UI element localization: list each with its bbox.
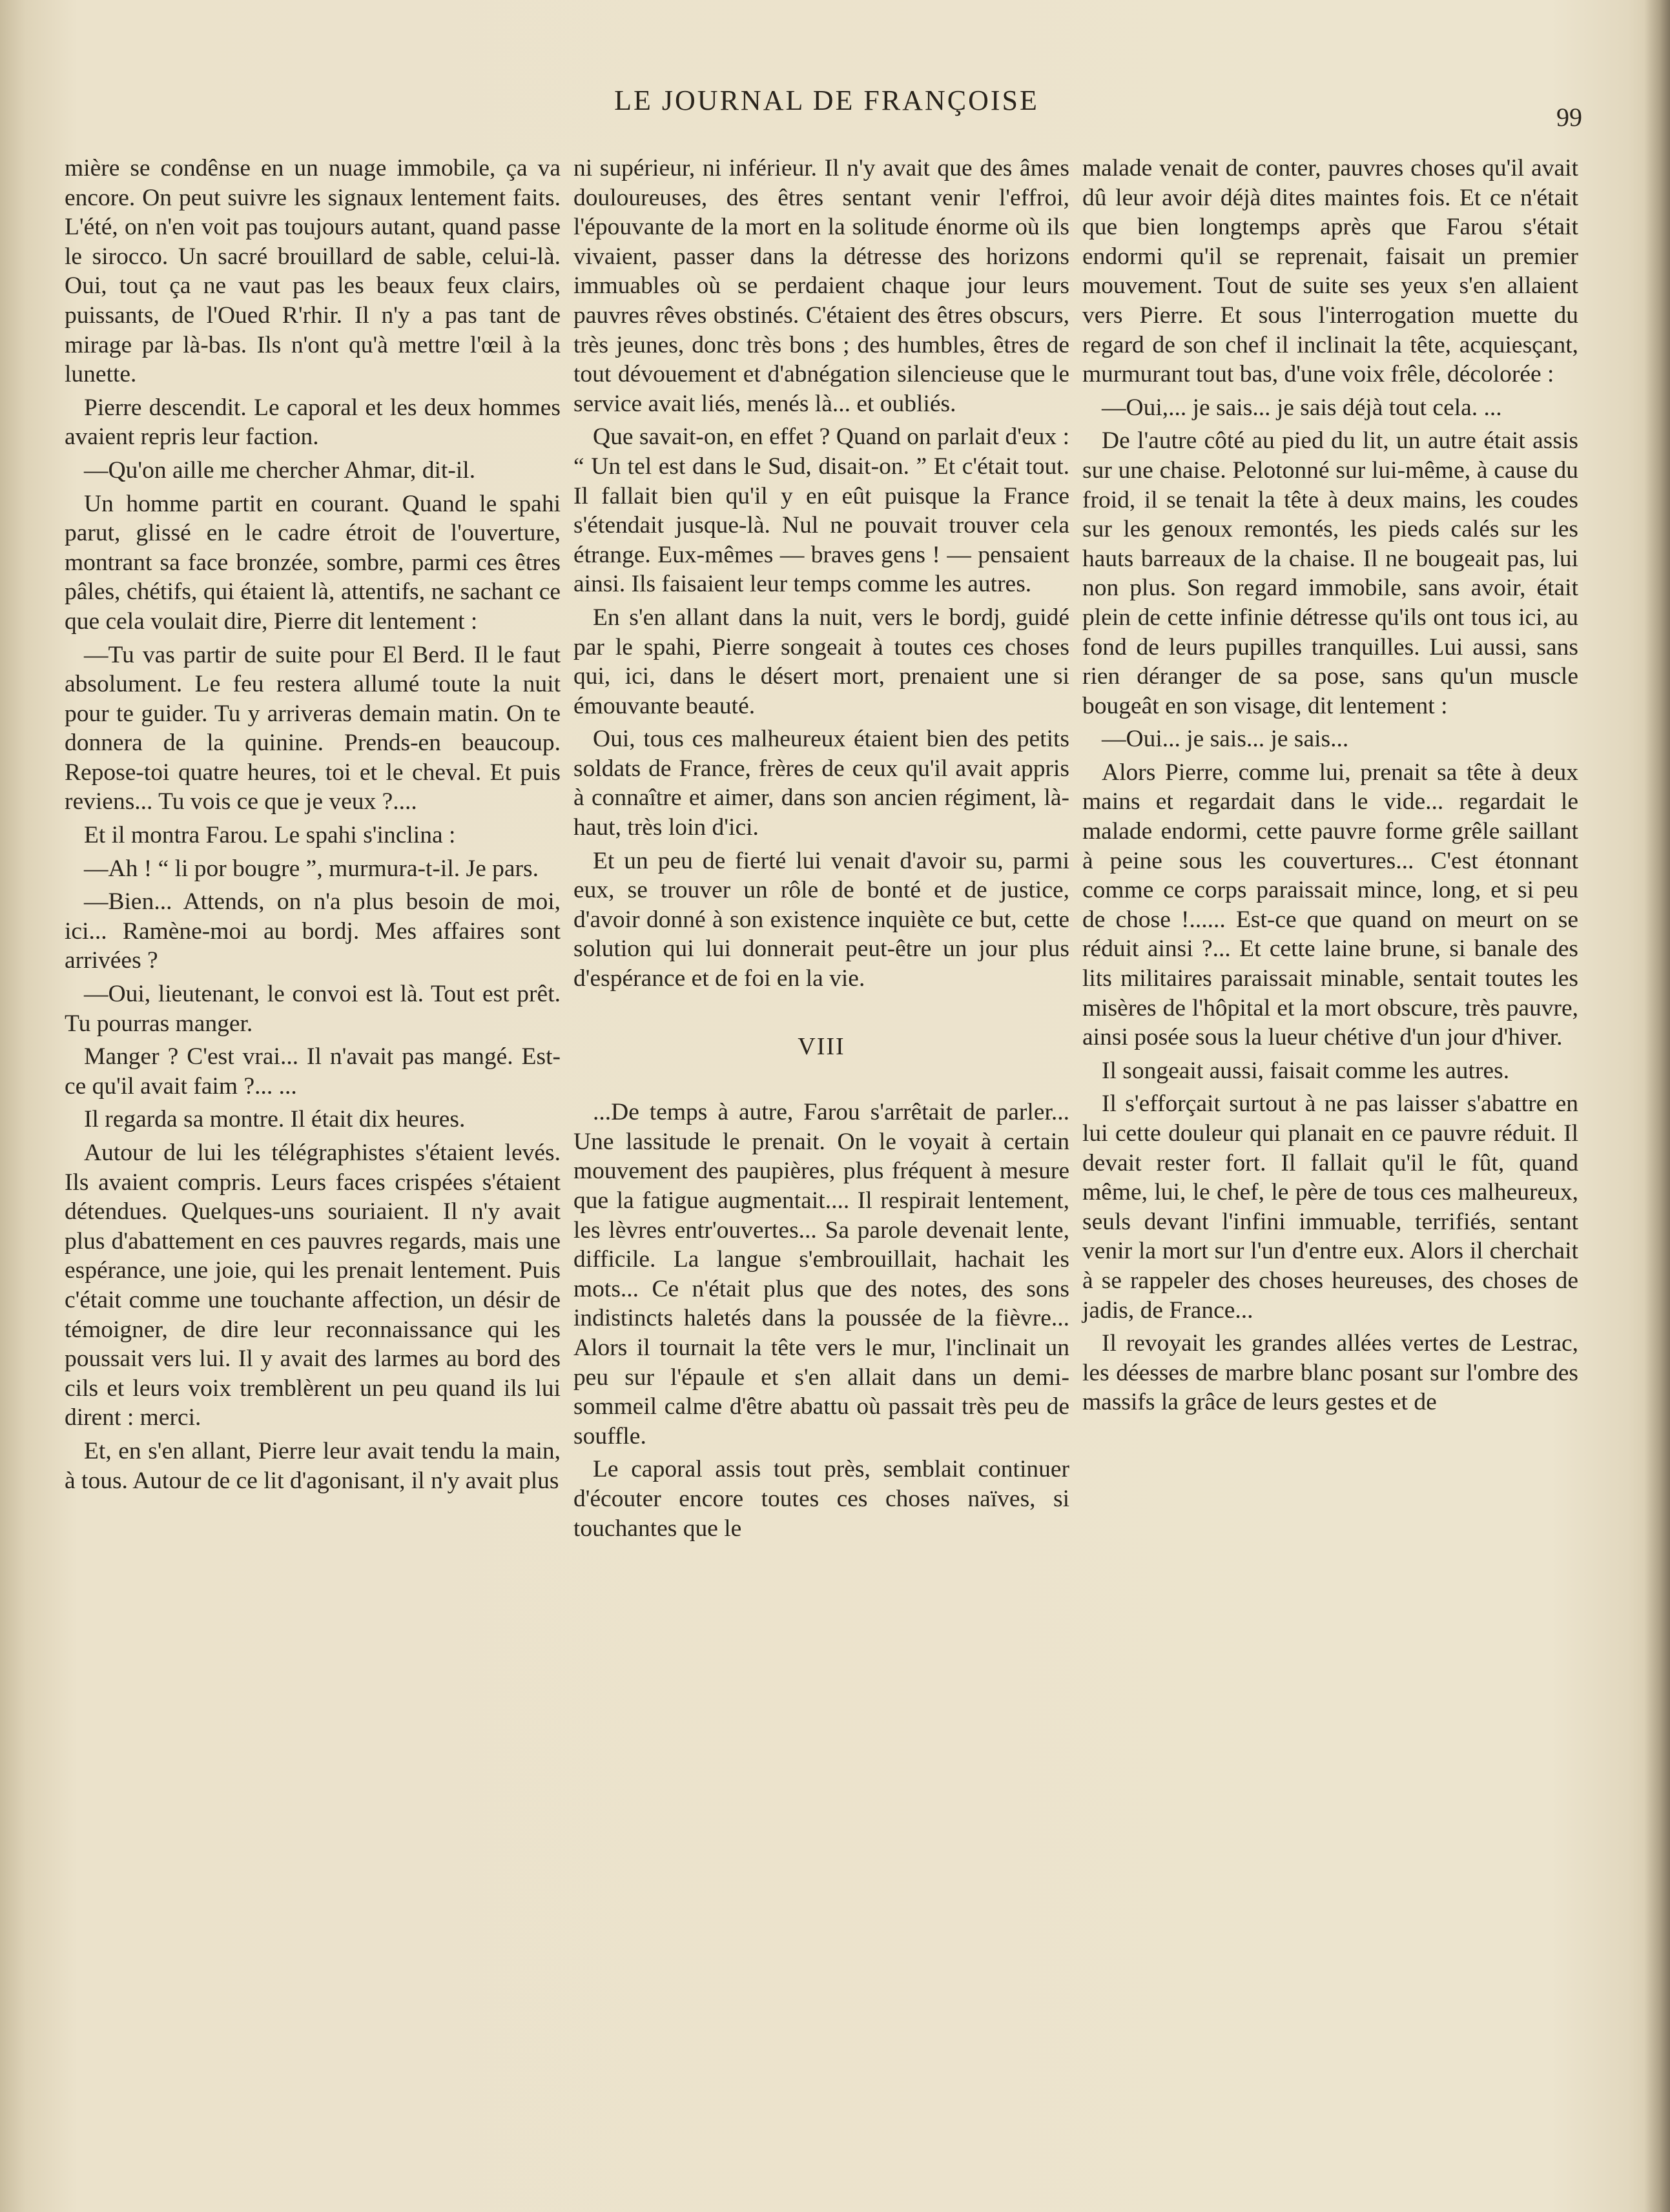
paragraph: —Oui... je sais... je sais...	[1102, 726, 1349, 753]
text-column-1	[65, 154, 561, 1499]
paragraph: ni supérieur, ni inférieur. Il n'y avait que des âmes douloureuses, des êtres sentant venir l'effroi, l'épouvante de la mort en la solitude énorme où ils vivaient, passer dans la détresse des horizons immuables où se perdaient chaque jour leurs pauvres rêves obstinés. C'étaient des êtres obscurs, très jeunes, donc très bons ; des humbles, êtres de tout dévouement et d'abnégation silencieuse que le service avait liés, menés là... et oubliés.	[573, 155, 1069, 417]
paragraph: Il s'efforçait surtout à ne pas laisser s'abattre en lui cette douleur qui planait en ce pauvre réduit. Il devait rester fort. Il fallait qu'il le fût, quand même, lui, le chef, le père de tous ces malheureux, seuls devant l'infini immuable, terrifiés, sentant venir la mort sur l'un d'entre eux. Alors il cherchait à se rappeler des choses heureuses, des choses de jadis, de France...	[1082, 1091, 1578, 1324]
page-number: 99	[1556, 103, 1582, 132]
paragraph: Il revoyait les grandes allées vertes de Lestrac, les déesses de marbre blanc posant sur l'ombre des massifs la grâce de leurs gestes et de	[1082, 1330, 1578, 1416]
paragraph: —Ah ! “ li por bougre ”, murmura-t-il. Je pars.	[84, 855, 539, 882]
text-column-2	[573, 154, 1069, 1547]
paragraph: Et un peu de fierté lui venait d'avoir su, parmi eux, se trouver un rôle de bonté et de justice, d'avoir donné à son existence inquiète ce but, cette solution qui lui donnerait peut-être un jour plus d'espérance et de foi en la vie.	[573, 847, 1069, 992]
paragraph: Un homme partit en courant. Quand le spahi parut, glissé en le cadre étroit de l'ouverture, montrant sa face bronzée, sombre, parmi ces êtres pâles, chétifs, qui étaient là, attentifs, ne sachant ce que cela voulait dire, Pierre dit lentement :	[65, 490, 561, 635]
paragraph: Il songeait aussi, faisait comme les autres.	[1102, 1057, 1510, 1084]
paragraph: Alors Pierre, comme lui, prenait sa tête à deux mains et regardait dans le vide... regardait le malade endormi, cette pauvre forme grêle saillant à peine sous les couvertures... C'est étonnant comme ce corps paraissait mince, long, et si peu de chose !...... Est-ce que quand on meurt on se réduit ainsi ?... Et cette laine brune, si banale des lits militaires paraissait minable, sentait toutes les misères de l'hôpital et la mort obscure, très pauvre, ainsi posée sous la lueur chétive d'un jour d'hiver.	[1082, 759, 1578, 1051]
paragraph: En s'en allant dans la nuit, vers le bordj, guidé par le spahi, Pierre songeait à toutes ces choses qui, ici, dans le désert mort, prenaient une si émouvante beauté.	[573, 604, 1069, 719]
paragraph: —Qu'on aille me chercher Ahmar, dit-il.	[84, 456, 476, 484]
chapter-heading: VIII	[798, 1032, 845, 1060]
paragraph: Oui, tous ces malheureux étaient bien des petits soldats de France, frères de ceux qu'il avait appris à connaître et aimer, dans son ancien régiment, là-haut, très loin d'ici.	[573, 726, 1069, 841]
paragraph: mière se condênse en un nuage immobile, ça va encore. On peut suivre les signaux lentement faits. L'été, on n'en voit pas toujours autant, quand passe le sirocco. Un sacré brouillard de sable, celui-là. Oui, tout ça ne vaut pas les beaux feux clairs, puissants, de l'Oued R'rhir. Il n'y a pas tant de mirage par là-bas. Ils n'ont qu'à mettre l'œil à la lunette.	[65, 155, 561, 388]
paragraph: ...De temps à autre, Farou s'arrêtait de parler... Une lassitude le prenait. On le voyait à certain mouvement des paupières, plus fréquent à mesure que la fatigue augmentait.... Il respirait lentement, les lèvres entr'ouvertes... Sa parole devenait lente, difficile. La langue s'embrouillait, hachait les mots... Ce n'était plus que des notes, des sons indistincts haletés dans la poussée de la fièvre... Alors il tournait la tête vers le mur, l'inclinait un peu sur l'épaule et s'en allait dans un demi-sommeil calme d'être abattu où passait très peu de souffle.	[573, 1099, 1069, 1449]
running-header-title: LE JOURNAL DE FRANÇOISE	[614, 85, 1039, 116]
paragraph: Il regarda sa montre. Il était dix heures.	[84, 1106, 466, 1133]
paragraph: Le caporal assis tout près, semblait continuer d'écouter encore toutes ces choses naïves, si touchantes que le	[573, 1456, 1069, 1542]
text-column-3	[1082, 154, 1578, 1421]
paragraph: —Tu vas partir de suite pour El Berd. Il le faut absolument. Le feu restera allumé toute la nuit pour te guider. Tu y arriveras demain matin. On te donnera de la quinine. Prends-en beaucoup. Repose-toi quatre heures, toi et le cheval. Et puis reviens... Tu vois ce que je veux ?....	[65, 641, 561, 815]
paragraph: Autour de lui les télégraphistes s'étaient levés. Ils avaient compris. Leurs faces crispées s'étaient détendues. Quelques-uns souriaient. Il n'y avait plus d'abattement en ces pauvres regards, mais une espérance, une joie, qui les prenait lentement. Puis c'était comme une touchante affection, un désir de témoigner, de dire leur reconnaissance qui les poussait vers lui. Il y avait des larmes au bord des cils et leurs voix tremblèrent un peu quand ils lui dirent : merci.	[65, 1140, 561, 1431]
paragraph: De l'autre côté au pied du lit, un autre était assis sur une chaise. Pelotonné sur lui-même, à cause du froid, il se tenait la tête à deux mains, les coudes sur les genoux remontés, les pieds calés sur les hauts barreaux de la chaise. Il ne bougeait pas, lui non plus. Son regard immobile, sans avoir, était plein de cette infinie détresse qu'ils ont tous ici, au fond de leurs pupilles tranquilles. Lui aussi, sans rien déranger de sa pose, sans qu'un muscle bougeât en son visage, dit lentement :	[1082, 427, 1578, 719]
paragraph: —Bien... Attends, on n'a plus besoin de moi, ici... Ramène-moi au bordj. Mes affaires sont arrivées ?	[65, 888, 561, 974]
paragraph: Que savait-on, en effet ? Quand on parlait d'eux : “ Un tel est dans le Sud, disait-on. ” Et c'était tout. Il fallait bien qu'il y en eût puisque la France s'étendait jusque-là. Nul ne pouvait trouver cela étrange. Eux-mêmes — braves gens ! — pensaient ainsi. Ils faisaient leur temps comme les autres.	[573, 424, 1069, 598]
paragraph: —Oui, lieutenant, le convoi est là. Tout est prêt. Tu pourras manger.	[65, 981, 561, 1037]
paragraph: Et, en s'en allant, Pierre leur avait tendu la main, à tous. Autour de ce lit d'agonisant, il n'y avait plus	[65, 1437, 561, 1494]
paragraph: Pierre descendit. Le caporal et les deux hommes avaient repris leur faction.	[65, 394, 561, 451]
paragraph: Et il montra Farou. Le spahi s'inclina :	[84, 822, 456, 849]
paragraph: malade venait de conter, pauvres choses qu'il avait dû leur avoir déjà dites maintes fois. Et ce n'était que bien longtemps après que Farou s'était endormi qu'il se reprenait, faisait un premier mouvement. Tout de suite ses yeux s'en allaient vers Pierre. Et sous l'interrogation muette du regard de son chef il inclinait la tête, acquiesçant, murmurant tout bas, d'une voix frêle, décolorée :	[1082, 155, 1578, 388]
paragraph: Manger ? C'est vrai... Il n'avait pas mangé. Est-ce qu'il avait faim ?... ...	[65, 1043, 561, 1100]
paragraph: —Oui,... je sais... je sais déjà tout cela. ...	[1102, 394, 1502, 421]
